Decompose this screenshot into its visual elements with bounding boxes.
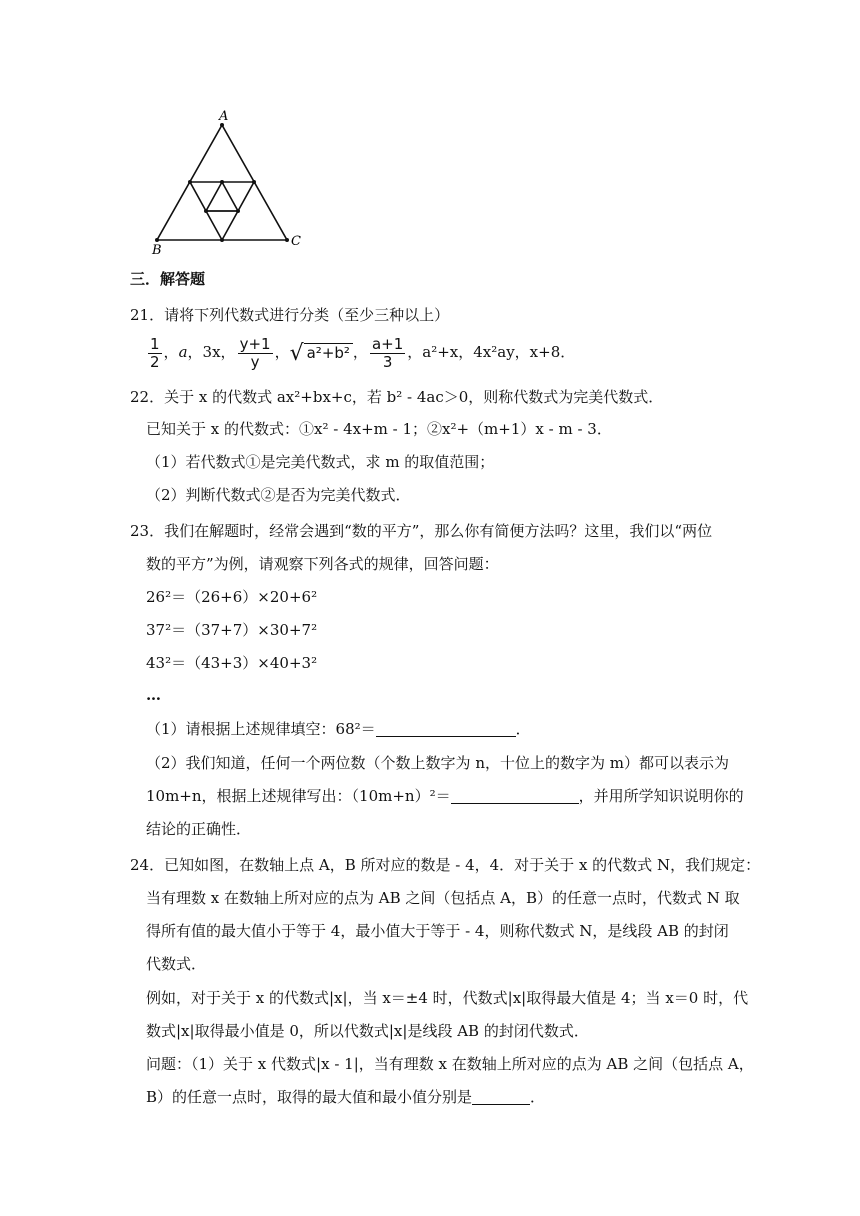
q24-line4: 代数式． — [146, 955, 207, 973]
q24-line1 — [130, 854, 760, 876]
vertex-dot — [204, 209, 208, 213]
answer-blank[interactable] — [472, 1088, 530, 1105]
label-c: C — [291, 234, 301, 249]
q24-line3: 得所有值的最大值小于等于 4，最小值大于等于 - 4，则称代数式 N，是线段 AB 的封闭 — [146, 922, 729, 940]
q24-line6: 数式|x|取得最小值是 0，所以代数式|x|是线段 AB 的封闭代数式． — [146, 1022, 589, 1040]
fraction-one-half: $\frac{1}{2}$ — [150, 334, 160, 371]
separator: ， — [187, 343, 203, 361]
answer-blank[interactable] — [451, 787, 579, 804]
separator: ， — [352, 343, 368, 361]
vertex-dot — [252, 180, 256, 184]
q24-line7: 问题：（1）关于 x 代数式|x - 1|，当有理数 x 在数轴上所对应的点为 AB 之间（包括点 A， — [146, 1055, 754, 1073]
separator: ， — [163, 343, 179, 361]
separator: ， — [274, 343, 290, 361]
q23-line1 — [130, 520, 712, 542]
q23-number: 23． — [130, 522, 165, 540]
q22-part2: （2）判断代数式②是否为完美代数式． — [146, 486, 411, 504]
vertex-dot — [155, 238, 159, 242]
q23-eq2: 37²＝（37+7）×30+7² — [146, 621, 318, 639]
q24-line2: 当有理数 x 在数轴上所对应的点为 AB 之间（包括点 A，B）的任意一点时，代数式 N 取 — [146, 889, 740, 907]
q23-ellipsis: … — [146, 686, 161, 704]
sqrt-expression: √ a²+b² — [290, 334, 353, 373]
q21-number: 21． — [130, 306, 165, 324]
expr-a: a — [178, 343, 188, 361]
answer-blank[interactable] — [376, 720, 516, 737]
q23-part2-line1: （2）我们知道，任何一个两位数（个数上数字为 n，十位上的数字为 m）都可以表示为 — [146, 754, 729, 772]
q22-line2: 已知关于 x 的代数式：①x² - 4x+m - 1；②x²+（m+1）x - m - 3． — [146, 420, 612, 438]
label-a: A — [219, 109, 229, 124]
q23-eq1: 26²＝（26+6）×20+6² — [146, 588, 318, 606]
q23-part2-line2: 10m+n，根据上述规律写出：（10m+n）²＝ ，并用所学知识说明你的 — [146, 787, 744, 805]
q21-expressions — [146, 333, 575, 373]
q24-line8: B）的任意一点时，取得的最大值和最小值分别是 ． — [146, 1088, 546, 1106]
q23-part1-text: （1）请根据上述规律填空：68²＝ — [146, 720, 376, 738]
q23-text: 我们在解题时，经常会遇到“数的平方”，那么你有简便方法吗？这里，我们以“两位 — [164, 522, 713, 540]
q23-part2-line3: 结论的正确性． — [146, 820, 252, 838]
q22-number: 22． — [130, 388, 165, 406]
q24-number: 24． — [130, 856, 165, 874]
q22-line1 — [130, 386, 663, 408]
q22-part1: （1）若代数式①是完美代数式，求 m 的取值范围； — [146, 453, 495, 471]
separator: ， — [220, 343, 236, 361]
label-b: B — [152, 243, 162, 258]
fraction-y: $\frac{y+1}{y}$ — [239, 334, 271, 371]
q23-line2: 数的平方”为例，请观察下列各式的规律，回答问题： — [146, 555, 499, 573]
separator: ， — [407, 343, 423, 361]
q23-eq3: 43²＝（43+3）×40+3² — [146, 654, 318, 672]
fraction-a-plus-1: $\frac{a+1}{3}$ — [371, 334, 404, 371]
expr-tail: a²+x，4x²ay，x+8． — [422, 343, 576, 361]
vertex-dot — [285, 238, 289, 242]
q21-text: 请将下列代数式进行分类（至少三种以上） — [164, 306, 450, 324]
vertex-dot — [220, 238, 224, 242]
q24-line5: 例如，对于关于 x 的代数式|x|，当 x＝±4 时，代数式|x|取得最大值是 4；当 x＝0 时，代 — [146, 989, 749, 1007]
vertex-dot — [188, 180, 192, 184]
q22-text: 关于 x 的代数式 ax²+bx+c，若 b² - 4ac＞0，则称代数式为完美代数式． — [164, 388, 664, 406]
inner-triangle — [206, 182, 238, 211]
expr-3x: 3x — [202, 343, 221, 361]
section-title: 三．解答题 — [130, 270, 206, 288]
vertex-dot — [220, 180, 224, 184]
nested-triangle-figure — [145, 108, 315, 258]
vertex-dot — [236, 209, 240, 213]
q21-stem — [130, 304, 449, 326]
q24-text: 已知如图，在数轴上点 A，B 所对应的数是 - 4，4．对于关于 x 的代数式 N，我们规定： — [164, 856, 761, 874]
q23-part1: （1）请根据上述规律填空：68²＝ ． — [146, 720, 531, 738]
